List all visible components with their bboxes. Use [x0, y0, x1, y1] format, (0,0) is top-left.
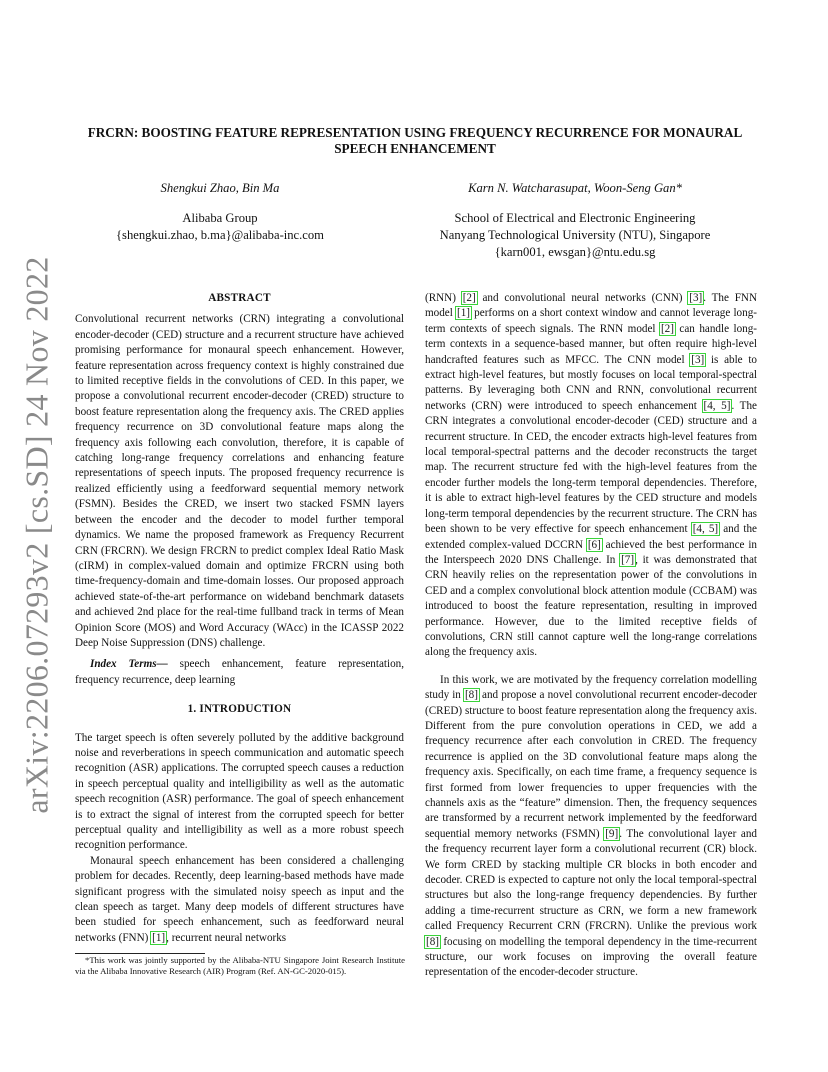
index-terms-text: speech enhancement, feature representation, frequency recurrence, deep learning — [75, 658, 405, 686]
right-paragraph-2: In this work, we are motivated by the frequency correlation modelling study in [8] and propose a novel convolutional recurrent encoder-decoder (CRED) structure to boost feature representation along the frequency axis. Different from the pure convolution operations in CED, we add a frequency recurrence after each convolution in CRED. The frequency recurrence is applied on the 3D convolutional feature maps along the frequency axis. Specifically, on each time frame, a frequency sequence is first formed from lower frequencies to upper frequencies with the channels axis as the “feature” dimension. Then, the frequency sequences are transformed by a recurrent network implemented by the feedforward sequential memory networks (FSMN) [9]. The convolutional layer and the frequency recurrent layer form a convolutional recurrent (CR) block. We form CRED by stacking multiple CR blocks in both encoder and decoder. CRED is expected to capture not only the local temporal-spectral structures but also the long-range frequency dependencies. By further adding a time-recurrent structure as CRN, we form a new framework called Frequency Recurrent CRN (FRCRN). Unlike the previous work [8] focusing on modelling the temporal dependency in the time-recurrent structure, our work focuses on improving the overall feature representation of the encoder-decoder structure. — [425, 673, 757, 979]
intro-heading: 1. INTRODUCTION — [187, 703, 292, 716]
author-names-right: Karn N. Watcharasupat, Woon-Seng Gan* — [468, 181, 682, 195]
author-block-right — [415, 180, 735, 261]
abstract-heading: ABSTRACT — [208, 292, 271, 304]
right-paragraph-1: (RNN) [2] and convolutional neural networks (CNN) [3]. The FNN model [1] performs on a short context window and cannot leverage long-term contexts of speech signals. The RNN model [2] can handle long-term contexts in a sequence-based manner, but often require high-level handcrafted features such as MFCC. The CNN model [3] is able to extract high-level features, but mostly focuses on local temporal-spectral patterns. By leveraging both CNN and RNN, convolutional recurrent networks (CRN) were introduced to speech enhancement [4, 5]. The CRN integrates a convolutional encoder-decoder (CED) structure and a recurrent structure. In CED, the encoder extracts high-level features from local temporal-spectral patterns and the decoder reconstructs the target map. The recurrent structure fed with the high-level features from the encoder further models the long-term temporal dependencies. Therefore, it is able to extract high-level features by the CED structure and models long-term temporal dependencies by the recurrent structure. The CRN has been shown to be very effective for speech enhancement [4, 5] and the extended complex-valued DCCRN [6] achieved the best performance in the Interspeech 2020 DNS Challenge. In [7], it was demonstrated that CRN heavily relies on the representation power of the convolutions in CED and a complex convolutional block attention module (CCBAM) was introduced to boost the feature representation, resulting in improved performance. However, due to the limited receptive fields of convolutions, CRN still cannot capture well the long-range correlations along the frequency axis. — [425, 292, 758, 659]
citation-link[interactable]: [8] — [464, 689, 478, 702]
citation-link[interactable]: [8] — [426, 935, 439, 948]
footnote: *This work was jointly supported by the Alibaba-NTU Singapore Joint Research Institute via the Alibaba Innovative Research (AIR) Program (Ref. AN-GC-2020-015). — [75, 955, 405, 976]
author-names-left: Shengkui Zhao, Bin Ma — [160, 181, 280, 195]
left-column — [75, 291, 404, 946]
abstract-text: Convolutional recurrent networks (CRN) integrating a convolutional encoder-decoder (CED) structure and a recurrent structure have achieved promising performance for monaural speech enhancement. However, feature representation across frequency context is highly constrained due to limited receptive fields in the convolutions of CED. In this paper, we propose a convolutional recurrent encoder-decoder (CRED) structure to boost feature representation along the frequency axis. The CRED applies frequency recurrence on 3D convolutional feature maps along the frequency axis following each convolution, therefore, it is capable of catching long-range frequency correlations and enhancing feature representations of speech inputs. The proposed frequency recurrence is realized efficiently using a feedforward sequential memory network (FSMN). Besides the CRED, we insert two stacked FSMN layers between the encoder and the decoder to model further temporal dynamics. We name the proposed framework as Frequency Recurrent CRN (FRCRN). We design FRCRN to predict complex Ideal Ratio Mask (cIRM) in complex-valued domain and optimize FRCRN using both time-frequency-domain and time-domain losses. Our proposed approach achieved state-of-the-art performance on wideband benchmark datasets and achieved 2nd place for the real-time fullband track in terms of Mean Opinion Score (MOS) and Word Accuracy (WAcc) in the ICASSP 2022 Deep Noise Suppression (DNS) challenge. — [75, 313, 404, 649]
paper-title — [70, 125, 760, 157]
intro-paragraph-2: Monaural speech enhancement has been considered a challenging problem for decades. Recently, deep learning-based methods have made significant progress with the simulated noisy speech as input and the clean speech as target. Many deep models of different structures have been studied for speech enhancement, such as feedforward neural networks (FNN) [1], recurrent neural networks — [75, 854, 404, 944]
intro-paragraph-1: The target speech is often severely polluted by the additive background noise and reverberations in speech communication and automatic speech recognition (ASR) applications. The corrupted speech causes a reduction in speech perceptual quality and intelligibility as well as the automatic speech recognition (ASR) performance. The goal of speech enhancement is to extract the signal of interest from the corrupted speech for better perceptual quality and intelligibility as well as a more robust speech recognition performance. — [75, 731, 404, 852]
citation-link[interactable]: [3] — [689, 292, 703, 304]
citation-link[interactable]: [1] — [457, 307, 471, 320]
footnote-rule — [75, 953, 205, 954]
citation-link[interactable]: [7] — [621, 553, 635, 566]
affiliation-left: Alibaba Group — [182, 211, 258, 225]
right-column — [425, 291, 757, 981]
email-left: {shengkui.zhao, b.ma}@alibaba-inc.com — [116, 228, 324, 242]
title-line-2: SPEECH ENHANCEMENT — [334, 141, 496, 156]
citation-link[interactable]: [2] — [462, 292, 476, 304]
email-right: {karn001, ewsgan}@ntu.edu.sg — [494, 245, 656, 259]
index-terms-label: Index Terms— — [90, 658, 168, 671]
title-line-1: FRCRN: BOOSTING FEATURE REPRESENTATION USING FREQUENCY RECURRENCE FOR MONAURAL — [87, 125, 743, 140]
affiliation-dept-right: School of Electrical and Electronic Engineering — [454, 211, 696, 225]
citation-link[interactable]: [2] — [660, 322, 674, 335]
citation-link[interactable]: [4, 5] — [703, 399, 731, 412]
arxiv-identifier: arXiv:2206.07293v2 [cs.SD] 24 Nov 2022 — [18, 256, 55, 814]
affiliation-univ-right: Nanyang Technological University (NTU), Singapore — [439, 228, 711, 242]
index-terms — [75, 657, 404, 688]
citation-link[interactable]: [4, 5] — [692, 523, 719, 536]
citation-link[interactable]: [1] — [152, 931, 166, 944]
citation-link[interactable]: [9] — [605, 827, 619, 840]
citation-link[interactable]: [6] — [587, 538, 601, 551]
citation-link[interactable]: [3] — [691, 353, 705, 366]
author-block-left — [110, 180, 330, 244]
